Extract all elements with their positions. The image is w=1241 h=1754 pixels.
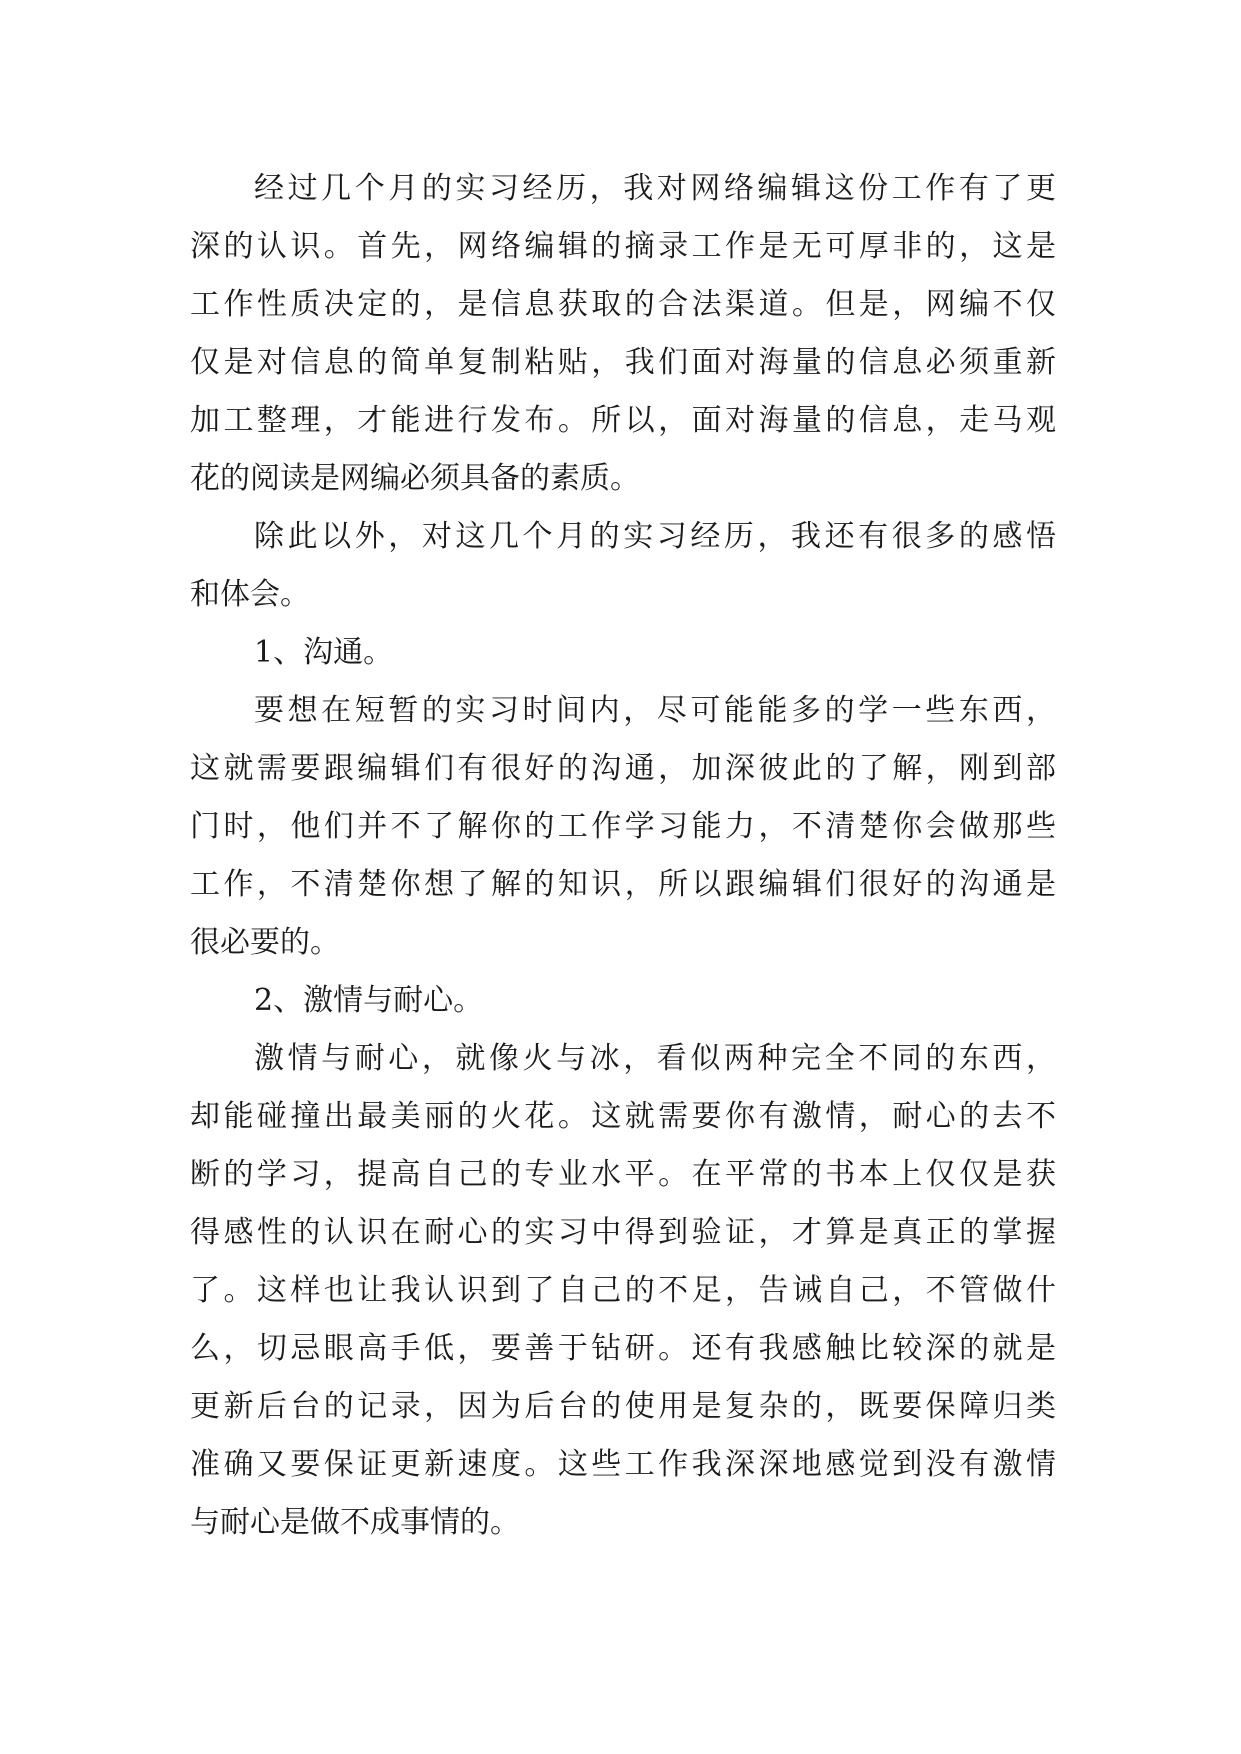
paragraph-1-line-1: 经过几个月的实习经历，我对网络编辑这份工作有了更 bbox=[254, 171, 1056, 206]
section-heading-passion-patience: 2、激情与耐心。 bbox=[254, 983, 484, 1018]
paragraph-1-line-3: 工作性质决定的，是信息获取的合法渠道。但是，网编不仅 bbox=[190, 287, 1056, 322]
paragraph-1-line-6: 花的阅读是网编必须具备的素质。 bbox=[190, 461, 640, 496]
paragraph-3-line-4: 工作，不清楚你想了解的知识，所以跟编辑们很好的沟通是 bbox=[190, 867, 1056, 902]
paragraph-2-line-2: 和体会。 bbox=[190, 577, 310, 612]
paragraph-4-line-1: 激情与耐心，就像火与冰，看似两种完全不同的东西， bbox=[254, 1041, 1056, 1076]
paragraph-3-line-2: 这就需要跟编辑们有很好的沟通，加深彼此的了解，刚到部 bbox=[190, 751, 1056, 786]
paragraph-4-line-5: 了。这样也让我认识到了自己的不足，告诫自己，不管做什 bbox=[190, 1273, 1056, 1308]
paragraph-3-line-5: 很必要的。 bbox=[190, 925, 340, 960]
paragraph-4-line-6: 么，切忌眼高手低，要善于钻研。还有我感触比较深的就是 bbox=[190, 1331, 1056, 1366]
paragraph-4-line-7: 更新后台的记录，因为后台的使用是复杂的，既要保障归类 bbox=[190, 1389, 1056, 1424]
paragraph-1-line-2: 深的认识。首先，网络编辑的摘录工作是无可厚非的，这是 bbox=[190, 229, 1056, 264]
paragraph-4-line-2: 却能碰撞出最美丽的火花。这就需要你有激情，耐心的去不 bbox=[190, 1099, 1056, 1134]
section-heading-communication: 1、沟通。 bbox=[254, 635, 394, 670]
paragraph-2-line-1: 除此以外，对这几个月的实习经历，我还有很多的感悟 bbox=[254, 519, 1056, 554]
paragraph-4-line-9: 与耐心是做不成事情的。 bbox=[190, 1505, 520, 1540]
paragraph-1-line-4: 仅是对信息的简单复制粘贴，我们面对海量的信息必须重新 bbox=[190, 345, 1056, 380]
paragraph-4-line-4: 得感性的认识在耐心的实习中得到验证，才算是真正的掌握 bbox=[190, 1215, 1056, 1250]
paragraph-1-line-5: 加工整理，才能进行发布。所以，面对海量的信息，走马观 bbox=[190, 403, 1056, 438]
paragraph-3-line-3: 门时，他们并不了解你的工作学习能力，不清楚你会做那些 bbox=[190, 809, 1056, 844]
paragraph-4-line-3: 断的学习，提高自己的专业水平。在平常的书本上仅仅是获 bbox=[190, 1157, 1056, 1192]
paragraph-3-line-1: 要想在短暂的实习时间内，尽可能能多的学一些东西， bbox=[254, 693, 1056, 728]
paragraph-4-line-8: 准确又要保证更新速度。这些工作我深深地感觉到没有激情 bbox=[190, 1447, 1056, 1482]
